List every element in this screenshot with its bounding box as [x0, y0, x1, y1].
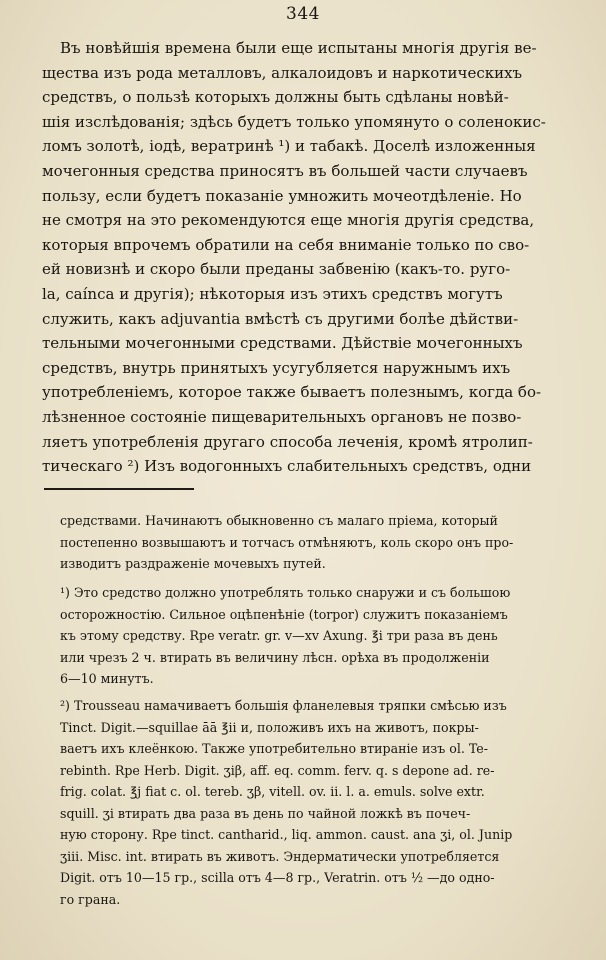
text-line: Въ новѣйшія времена были еще испытаны многія другія ве- — [60, 39, 537, 57]
footnote-line: къ этому средству. Rpe veratr. gr. v—xv Axung. ℥i три раза въ день — [60, 628, 498, 643]
text-line: щества изъ рода металловъ, алкалоидовъ и наркотическихъ — [42, 63, 523, 82]
footnote-divider — [44, 488, 194, 490]
text-line: ляетъ употребленія другаго способа леченія, кромѣ ятролип- — [42, 432, 533, 451]
text-line: не смотря на это рекомендуются еще многія другія средства, — [42, 211, 535, 230]
text-line: которыя впрочемъ обратили на себя вниманіе только по сво- — [42, 235, 530, 254]
main-text-block — [42, 36, 572, 479]
footnote-line: ную сторону. Rpe tinct. cantharid., liq. ammon. caust. ana ʒi, ol. Junip — [60, 827, 513, 842]
footnote-line: го грана. — [60, 891, 121, 907]
footnote-line: ваетъ ихъ клеёнкою. Также употребительно втираніе изъ ol. Te- — [60, 741, 488, 756]
text-line: тическаго ²) Изъ водогонныхъ слабительныхъ средствъ, одни — [42, 457, 532, 476]
footnote-line: осторожностію. Сильное оцѣпенѣніе (torpor) служитъ показаніемъ — [60, 606, 508, 622]
footnote-line: изводитъ раздраженіе мочевыхъ путей. — [60, 556, 326, 571]
footnote-line: squill. ʒi втирать два раза въ день по чайной ложкѣ въ почеч- — [60, 805, 471, 821]
text-line: тельными мочегонными средствами. Дѣйствіе мочегонныхъ — [42, 334, 523, 353]
footnote-line: постепенно возвышаютъ и тотчасъ отмѣняютъ, коль скоро онъ про- — [60, 534, 514, 550]
text-line: ей новизнѣ и скоро были преданы забвенію (какъ-то. руго- — [42, 260, 511, 279]
page-number: 344 — [286, 4, 320, 24]
text-line: средствъ, о пользѣ которыхъ должны быть сдѣланы новѣй- — [42, 88, 509, 107]
text-line: служить, какъ adjuvantia вмѣстѣ съ другими болѣе дѣйстви- — [42, 309, 519, 328]
text-line: la, caínca и другія); нѣкоторыя изъ этихъ средствъ могутъ — [42, 284, 503, 303]
text-line: лѣзненное состояніе пищеварительныхъ органовъ не позво- — [42, 407, 522, 426]
text-line: шія изслѣдованія; здѣсь будетъ только упомянуто о соленокис- — [42, 112, 546, 131]
text-line: ломъ золотѣ, іодѣ, вератринѣ ¹) и табакѣ. Доселѣ изложенныя — [42, 137, 536, 156]
footnote-line: ²) Trousseau намачиваетъ большія фланелевыя тряпки смѣсью изъ — [60, 698, 507, 713]
footnote-line: ʒiii. Misc. int. втирать въ животъ. Эндерматически употребляется — [60, 848, 500, 864]
footnote-1 — [42, 582, 582, 690]
text-line: средствъ, внутрь принятыхъ усугубляется наружнымъ ихъ — [42, 358, 511, 377]
footnote-line: Tinct. Digit.—squillae āā ℥ii и, положивъ ихъ на животъ, покры- — [60, 719, 479, 735]
text-line: употребленіемъ, которое также бываетъ полезнымъ, когда бо- — [42, 383, 542, 402]
footnote-continuation — [42, 510, 582, 575]
text-line: пользу, если будетъ показаніе умножить мочеотдѣленіе. Но — [42, 186, 522, 205]
footnote-2 — [42, 695, 582, 910]
footnote-line: 6—10 минутъ. — [60, 671, 154, 686]
footnote-line: rebinth. Rpe Herb. Digit. ʒiβ, aff. eq. comm. ferv. q. s depone ad. re- — [60, 762, 495, 778]
text-line: мочегонныя средства приносятъ въ большей части случаевъ — [42, 161, 528, 180]
footnote-line: ¹) Это средство должно употреблять только снаружи и съ большою — [60, 585, 511, 600]
footnote-line: frig. colat. ℥j fiat c. ol. tereb. ʒβ, vitell. ov. ii. l. a. emuls. solve extr. — [60, 784, 485, 799]
footnote-line: Digit. отъ 10—15 гр., scilla отъ 4—8 гр., Veratrin. отъ ½ —до одно- — [60, 870, 495, 885]
footnote-line: или чрезъ 2 ч. втирать въ величину лѣсн. орѣха въ продолженіи — [60, 649, 490, 665]
footnote-line: средствами. Начинаютъ обыкновенно съ малаго пріема, который — [60, 513, 498, 528]
